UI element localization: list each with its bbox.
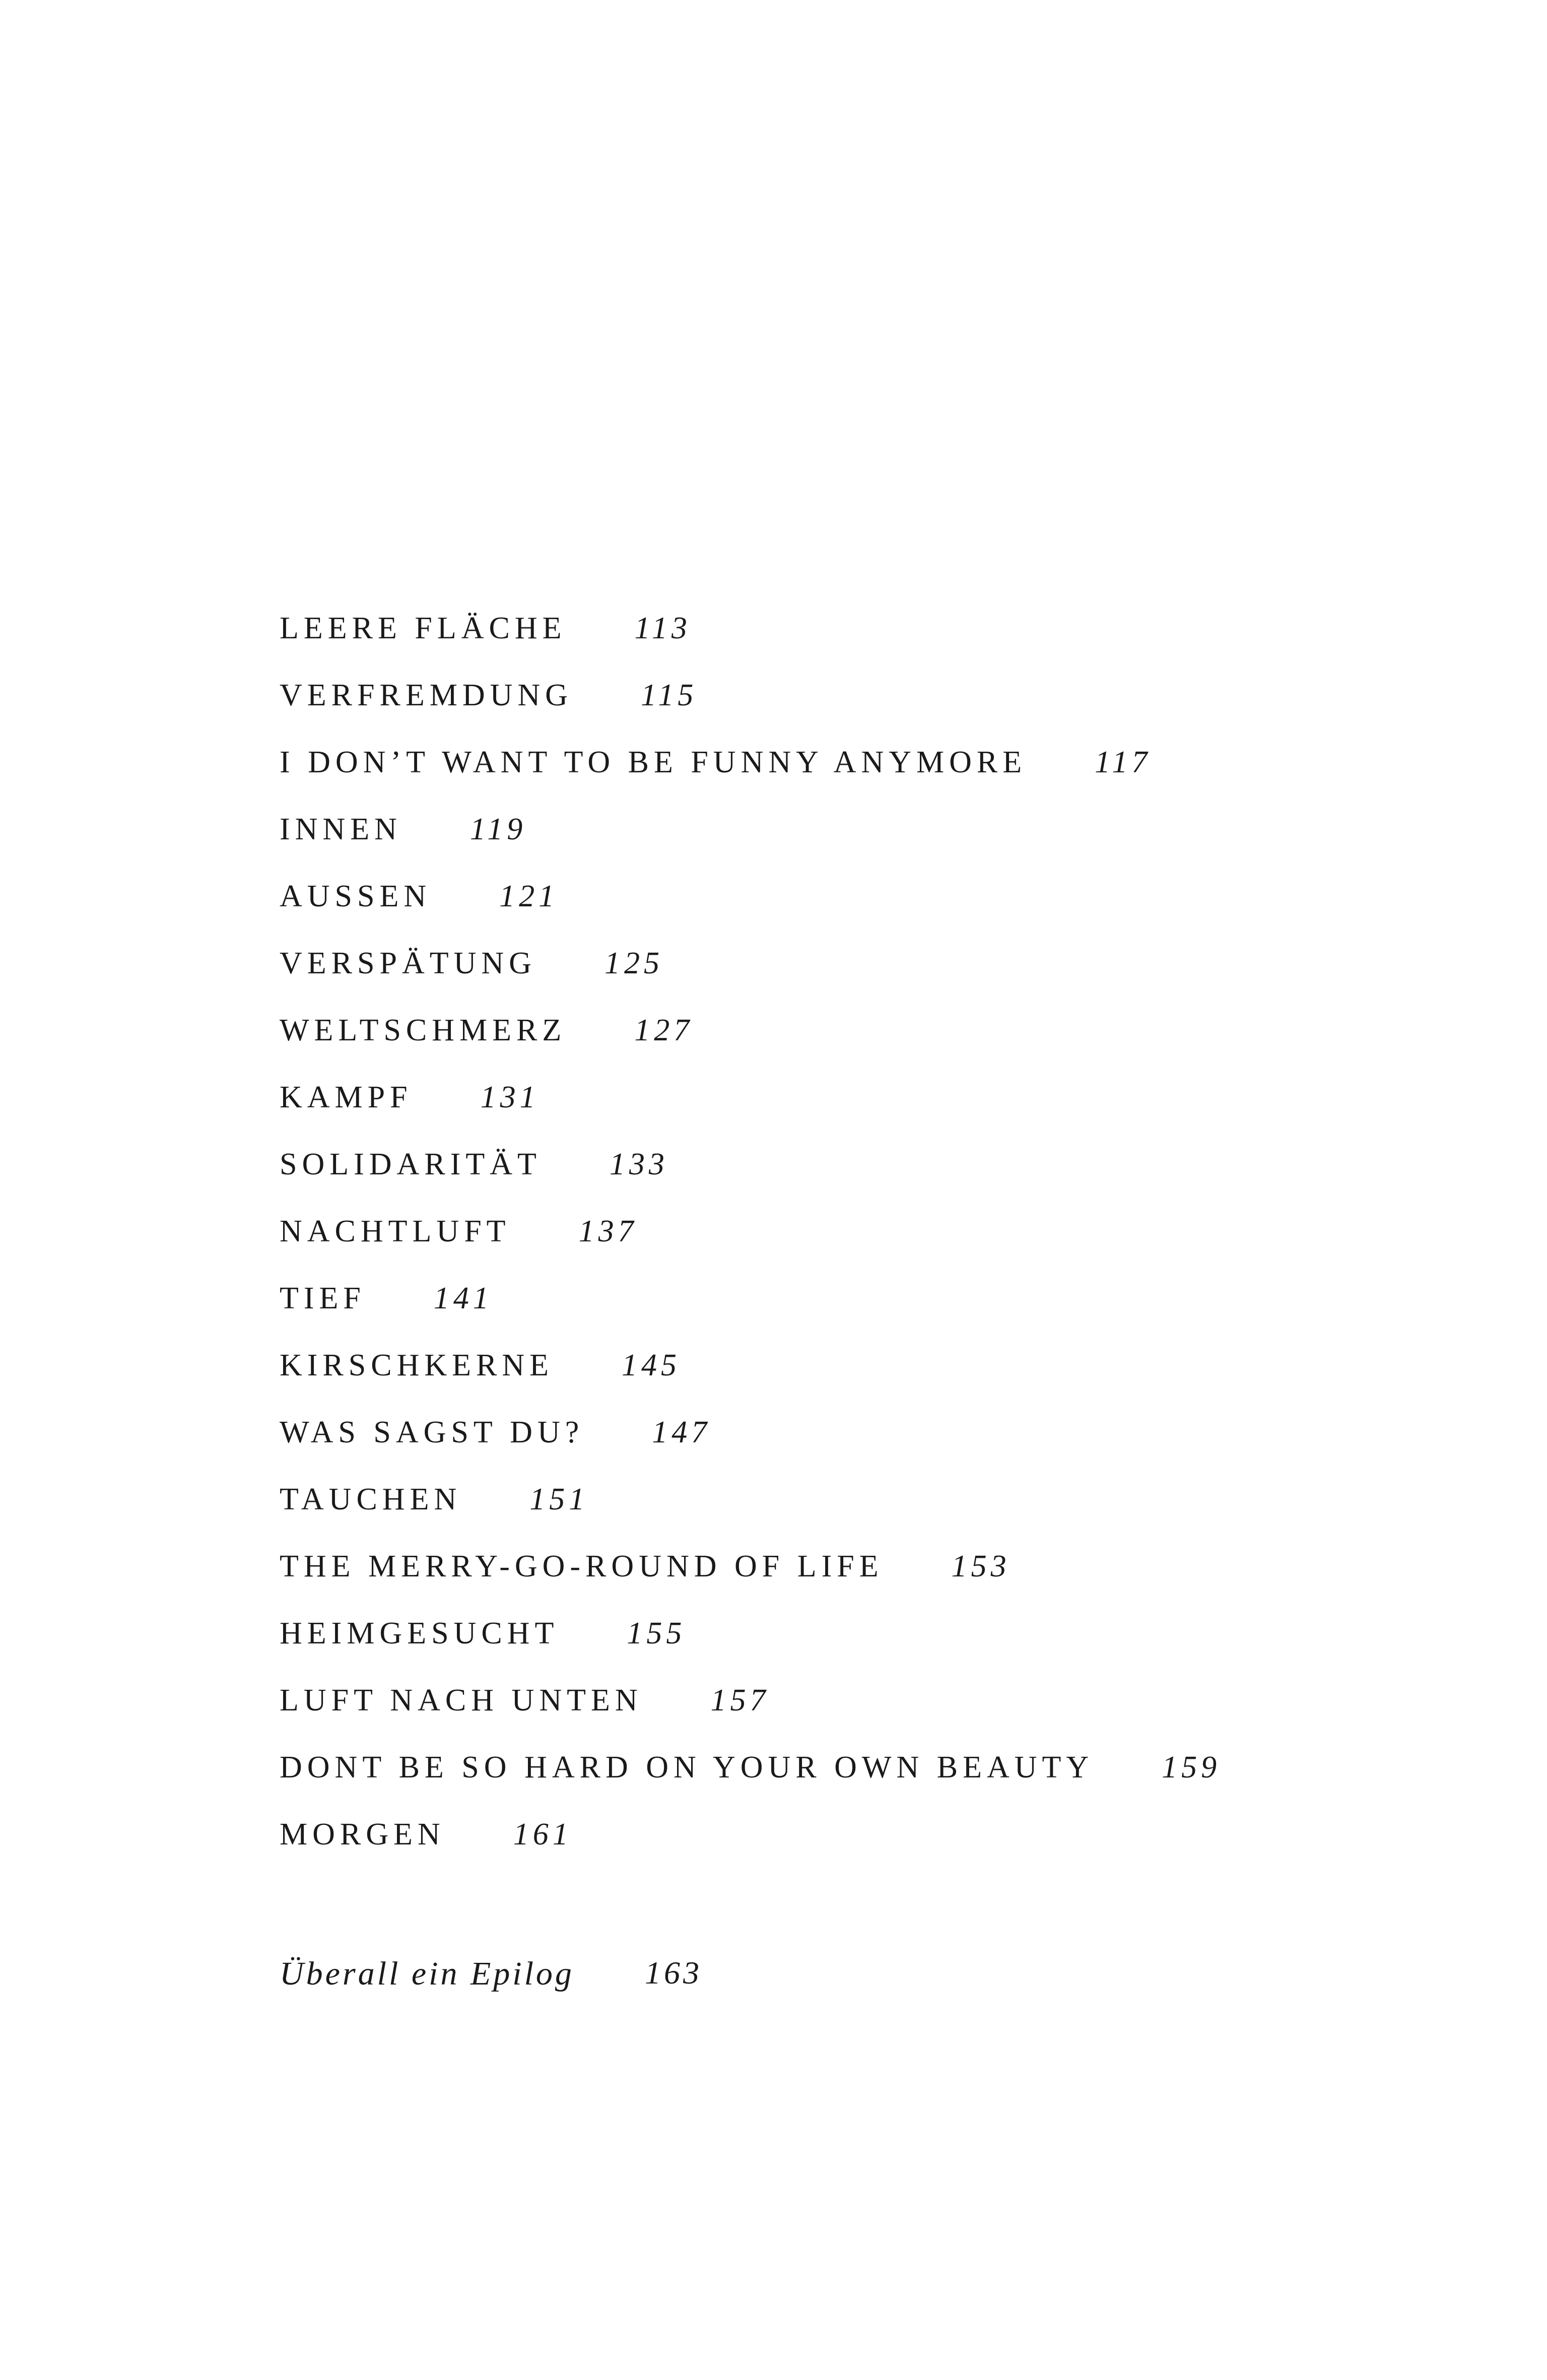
entry-page-number: 153 [951, 1549, 1011, 1583]
entry-title: MORGEN [280, 1817, 445, 1852]
entry-page-number: 159 [1162, 1750, 1221, 1784]
toc-entry [280, 1213, 1438, 1280]
entry-page-number: 155 [627, 1616, 686, 1650]
epilog-title: Überall ein Epilog [280, 1955, 574, 1992]
entry-title: VERSPÄTUNG [280, 946, 536, 980]
toc-entry [280, 878, 1438, 945]
entry-title: WAS SAGST DU? [280, 1415, 584, 1449]
toc-entry [280, 1615, 1438, 1682]
toc-entry [280, 1347, 1438, 1414]
epilog-page-number: 163 [644, 1955, 702, 1991]
entry-title: TIEF [280, 1281, 366, 1315]
toc-entry [280, 1682, 1438, 1749]
entry-page-number: 151 [529, 1482, 589, 1516]
entry-page-number: 147 [652, 1415, 711, 1449]
entry-title: KIRSCHKERNE [280, 1348, 554, 1382]
entry-title: INNEN [280, 812, 402, 846]
entry-title: THE MERRY-GO-ROUND OF LIFE [280, 1549, 884, 1583]
toc-entry [280, 1548, 1438, 1615]
entry-page-number: 121 [499, 879, 559, 913]
toc-entry [280, 945, 1438, 1012]
entry-page-number: 161 [513, 1817, 572, 1852]
entry-page-number: 115 [640, 678, 698, 712]
entry-page-number: 145 [622, 1348, 681, 1382]
toc-entry [280, 1816, 1438, 1883]
toc-entry [280, 1012, 1438, 1079]
entry-title: I DON’T WANT TO BE FUNNY ANYMORE [280, 745, 1027, 779]
entry-page-number: 117 [1095, 745, 1152, 779]
entry-page-number: 127 [634, 1013, 694, 1047]
entry-title: LEERE FLÄCHE [280, 611, 567, 645]
entry-title: LUFT NACH UNTEN [280, 1683, 643, 1717]
toc-entry [280, 1481, 1438, 1548]
toc-entry [280, 1146, 1438, 1213]
entry-title: HEIMGESUCHT [280, 1616, 559, 1650]
toc-entry [280, 1414, 1438, 1481]
toc-entry [280, 1079, 1438, 1146]
entry-title: NACHTLUFT [280, 1214, 511, 1248]
entry-title: VERFREMDUNG [280, 678, 573, 712]
toc-entry [280, 1749, 1438, 1816]
entry-page-number: 157 [710, 1683, 770, 1717]
toc-entry [280, 744, 1438, 811]
entry-page-number: 131 [480, 1080, 540, 1114]
toc-entry [280, 677, 1438, 744]
entry-title: DONT BE SO HARD ON YOUR OWN BEAUTY [280, 1750, 1094, 1784]
entry-page-number: 113 [634, 611, 691, 645]
entry-title: AUSSEN [280, 879, 432, 913]
toc-entry [280, 610, 1438, 677]
entry-page-number: 125 [604, 946, 663, 980]
entry-title: SOLIDARITÄT [280, 1147, 542, 1181]
toc-entry [280, 811, 1438, 878]
entry-page-number: 133 [609, 1147, 668, 1181]
table-of-contents [280, 610, 1438, 1883]
entry-title: TAUCHEN [280, 1482, 462, 1516]
entry-page-number: 141 [433, 1281, 493, 1315]
entry-title: WELTSCHMERZ [280, 1013, 567, 1047]
toc-entry [280, 1280, 1438, 1347]
entry-title: KAMPF [280, 1080, 413, 1114]
toc-epilog-entry [280, 1954, 702, 1994]
entry-page-number: 119 [469, 812, 527, 846]
entry-page-number: 137 [578, 1214, 638, 1248]
